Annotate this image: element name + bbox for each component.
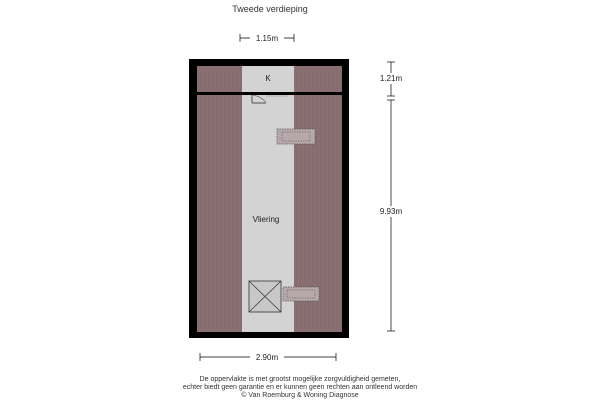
copyright-line: © Van Roemburg & Woning Diagnose — [241, 392, 359, 399]
dimension-top-height-label: 1.21m — [379, 74, 403, 83]
disclaimer-footer — [0, 376, 600, 400]
dimension-main-height — [376, 100, 406, 331]
room-label-k: K — [265, 74, 271, 83]
skylight-lower — [283, 287, 319, 301]
disclaimer-line-2: echter biedt geen garantie en er kunnen geen rechten aan ontleend worden — [182, 384, 418, 391]
dimension-main-height-label: 9.93m — [379, 207, 403, 216]
dimension-bottom-width-label: 2.90m — [255, 353, 279, 362]
dimension-bottom-width — [200, 352, 336, 362]
stair-hatch — [249, 281, 281, 312]
floor-title: Tweede verdieping — [232, 4, 308, 14]
dimension-top-width — [240, 33, 294, 43]
partition-wall — [197, 92, 342, 95]
skylight-upper — [277, 129, 315, 144]
disclaimer-line-1: De oppervlakte is met grootst mogelijke zorgvuldigheid gemeten, — [199, 376, 401, 383]
dimension-top-height — [376, 62, 406, 96]
room-label-vliering: Vliering — [252, 215, 280, 224]
left-roof-slope — [197, 66, 242, 332]
dimension-top-width-label: 1.15m — [255, 34, 279, 43]
